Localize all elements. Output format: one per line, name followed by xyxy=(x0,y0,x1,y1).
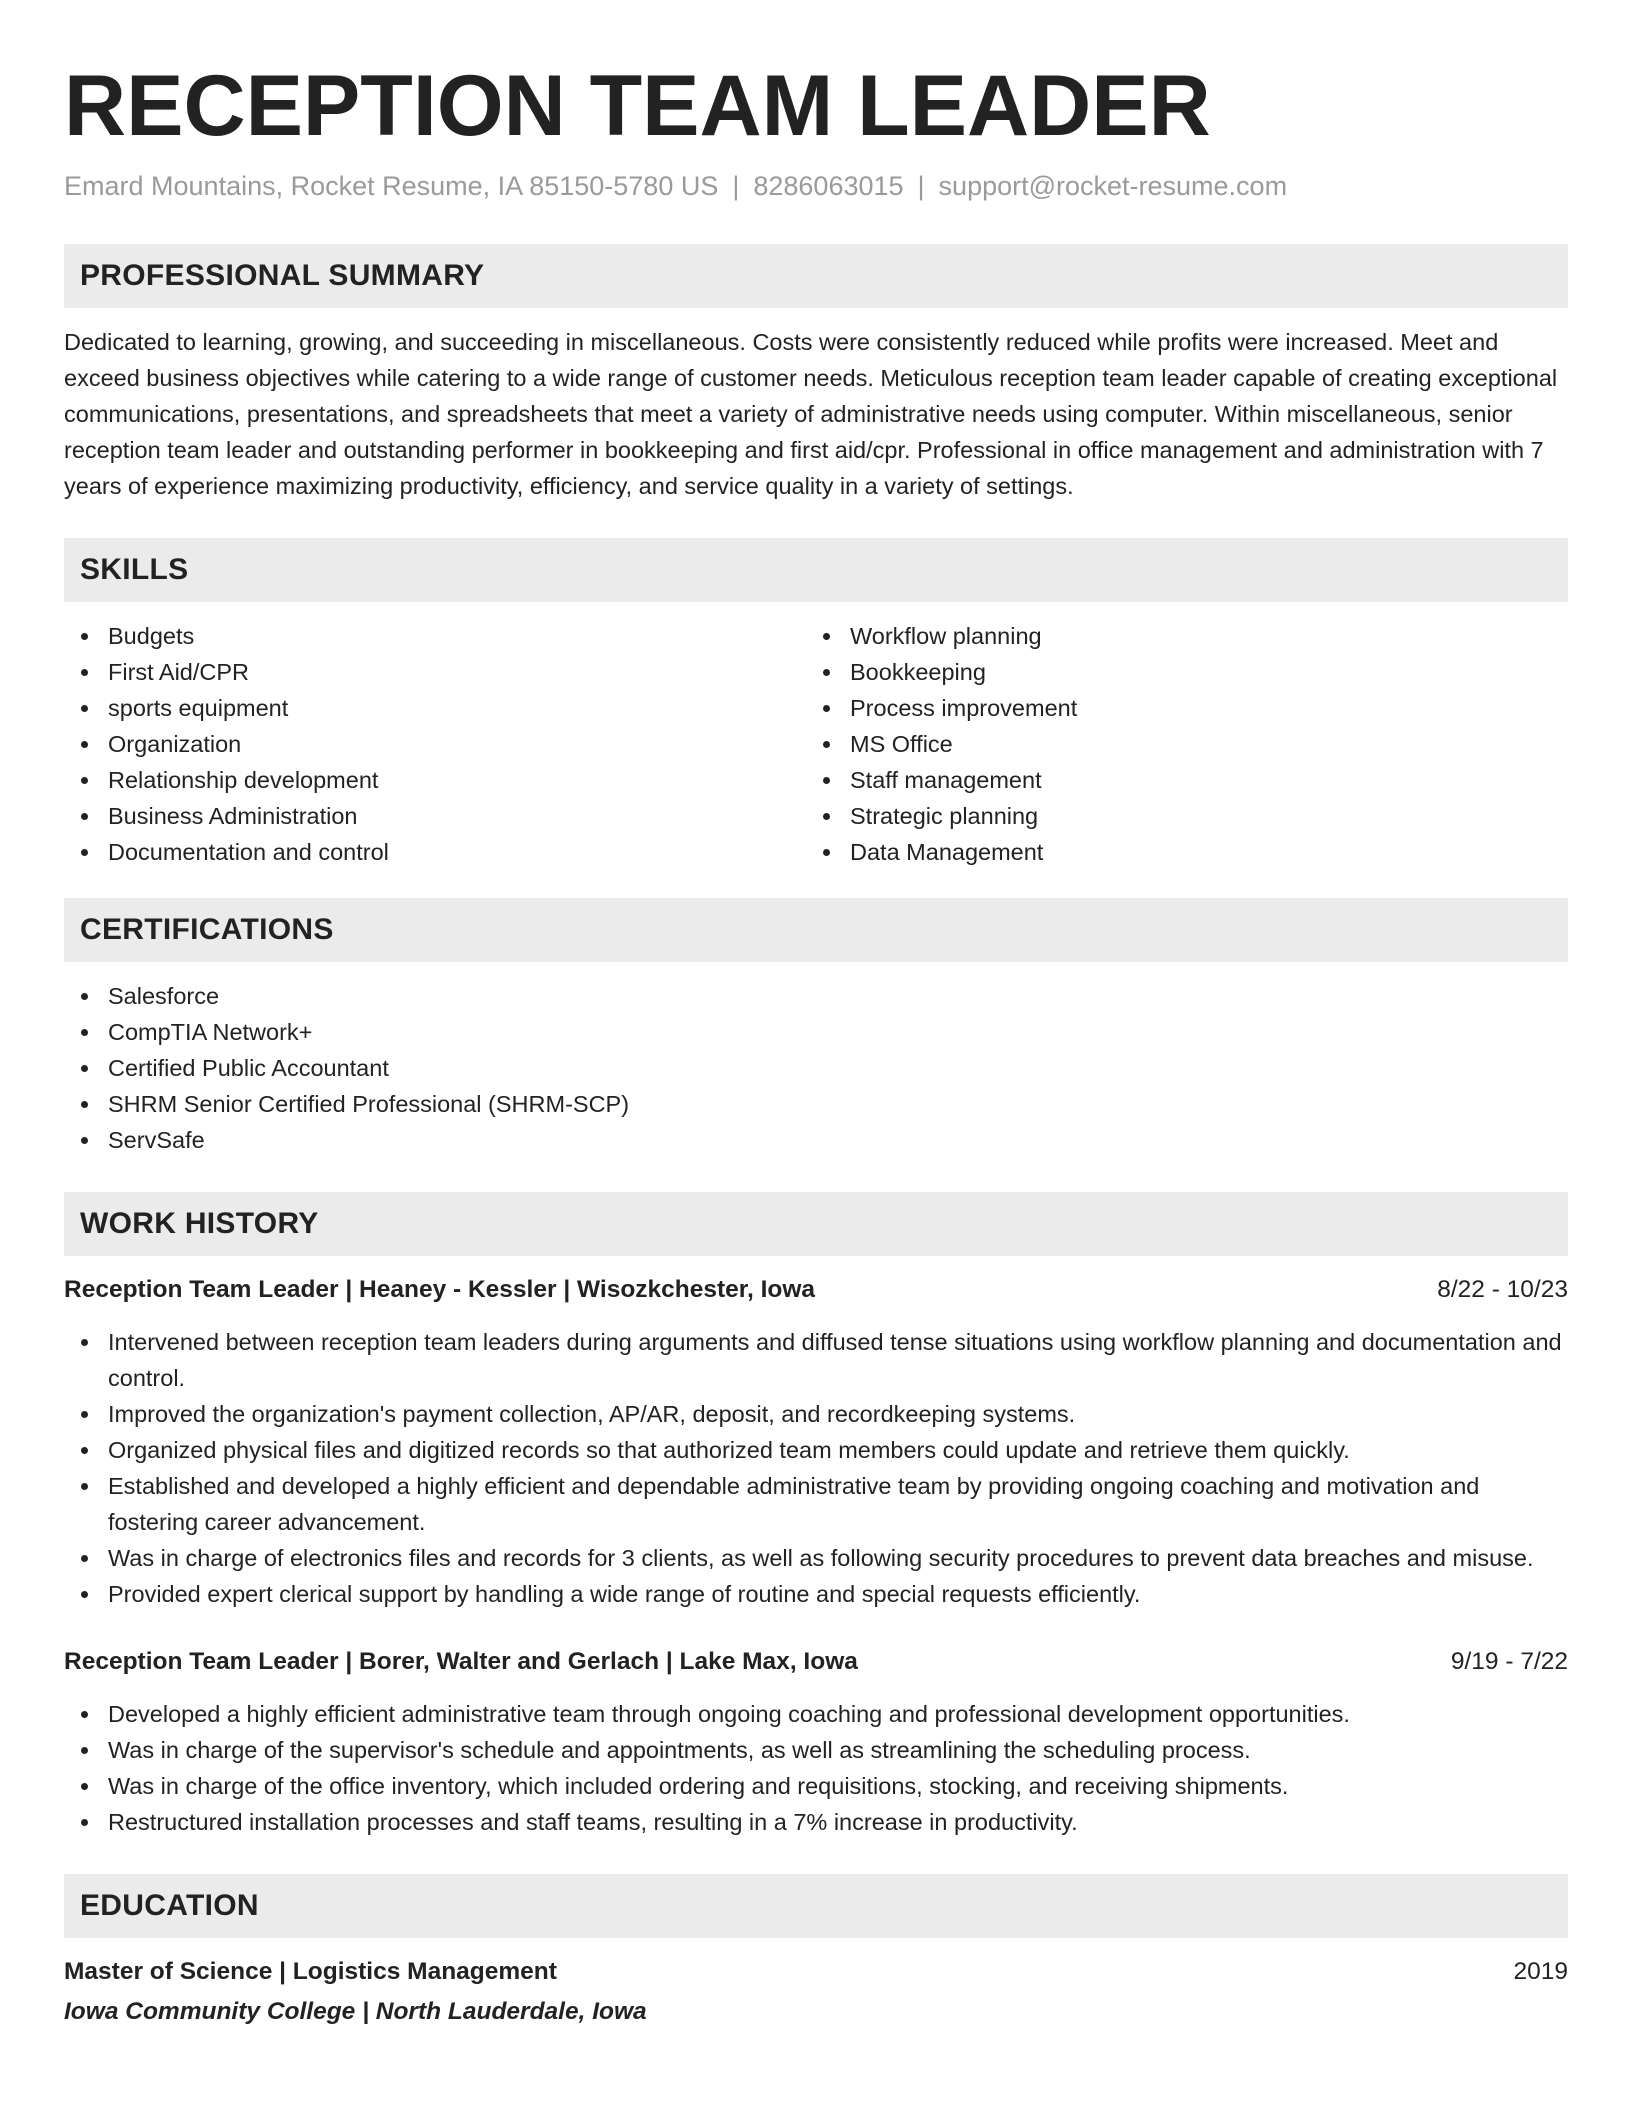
job-bullets xyxy=(64,1324,1568,1612)
job-bullet: Improved the organization's payment collection, AP/AR, deposit, and recordkeeping systems. xyxy=(64,1396,1568,1432)
job-bullet: Established and developed a highly efficient and dependable administrative team by providing ongoing coaching and motivation and fostering career advancement. xyxy=(64,1468,1568,1540)
skills-list-right xyxy=(806,618,1548,870)
education-entry xyxy=(64,1954,1568,2030)
certification-item: CompTIA Network+ xyxy=(64,1014,1568,1050)
skill-item: Business Administration xyxy=(64,798,806,834)
job-bullet: Provided expert clerical support by handling a wide range of routine and special requests efficiently. xyxy=(64,1576,1568,1612)
resume-page xyxy=(64,0,1568,2030)
contact-line xyxy=(64,168,1568,204)
certifications-list xyxy=(64,978,1568,1158)
skill-item: Process improvement xyxy=(806,690,1548,726)
job-bullet: Developed a highly efficient administrative team through ongoing coaching and professional development opportunities. xyxy=(64,1696,1568,1732)
certification-item: ServSafe xyxy=(64,1122,1568,1158)
section-header-skills: SKILLS xyxy=(64,538,1568,602)
skill-item: sports equipment xyxy=(64,690,806,726)
job-title: Reception Team Leader | Heaney - Kessler | Wisozkchester, Iowa xyxy=(64,1276,816,1303)
skill-item: MS Office xyxy=(806,726,1548,762)
job-bullets xyxy=(64,1696,1568,1840)
skill-item: Staff management xyxy=(806,762,1548,798)
skills-grid xyxy=(64,618,1568,870)
skill-item: Workflow planning xyxy=(806,618,1548,654)
job-bullet: Intervened between reception team leaders during arguments and diffused tense situations using workflow planning and documentation and control. xyxy=(64,1324,1568,1396)
job-entry xyxy=(64,1272,1568,1612)
summary-text: Dedicated to learning, growing, and succeeding in miscellaneous. Costs were consistently reduced while profits were increased. Meet and exceed business objectives while catering to a wide range of customer needs. Meticulous reception team leader capable of creating exceptional communications, presentations, and spreadsheets that meet a variety of administrative needs using computer. Within miscellaneous, senior reception team leader and outstanding performer in bookkeeping and first aid/cpr. Professional in office management and administration with 7 years of experience maximizing productivity, efficiency, and service quality in a variety of settings. xyxy=(64,329,1558,499)
education-school: Iowa Community College | North Lauderdale, Iowa xyxy=(64,1998,647,2025)
job-bullet: Restructured installation processes and staff teams, resulting in a 7% increase in productivity. xyxy=(64,1804,1568,1840)
certification-item: Salesforce xyxy=(64,978,1568,1014)
skill-item: First Aid/CPR xyxy=(64,654,806,690)
education-year: 2019 xyxy=(1513,1958,1568,1985)
education-header xyxy=(64,1954,1568,1990)
certification-item: SHRM Senior Certified Professional (SHRM-SCP) xyxy=(64,1086,1568,1122)
job-title: Reception Team Leader | Borer, Walter and Gerlach | Lake Max, Iowa xyxy=(64,1648,858,1675)
job-bullet: Was in charge of the office inventory, which included ordering and requisitions, stocking, and receiving shipments. xyxy=(64,1768,1568,1804)
job-entry xyxy=(64,1644,1568,1840)
contact-separator: | xyxy=(917,171,925,201)
skill-item: Documentation and control xyxy=(64,834,806,870)
skill-item: Relationship development xyxy=(64,762,806,798)
skill-item: Strategic planning xyxy=(806,798,1548,834)
candidate-name: RECEPTION TEAM LEADER xyxy=(64,58,1211,154)
job-bullet: Was in charge of the supervisor's schedule and appointments, as well as streamlining the scheduling process. xyxy=(64,1732,1568,1768)
job-dates: 9/19 - 7/22 xyxy=(1450,1648,1568,1675)
section-header-certifications: CERTIFICATIONS xyxy=(64,898,1568,962)
skill-item: Data Management xyxy=(806,834,1548,870)
contact-email: support@rocket-resume.com xyxy=(938,171,1288,201)
job-header xyxy=(64,1272,1568,1308)
skill-item: Organization xyxy=(64,726,806,762)
contact-address: Emard Mountains, Rocket Resume, IA 85150-5780 US xyxy=(64,171,719,201)
contact-separator: | xyxy=(732,171,740,201)
section-header-education: EDUCATION xyxy=(64,1874,1568,1938)
skills-list-left xyxy=(64,618,806,870)
job-header xyxy=(64,1644,1568,1680)
job-bullet: Organized physical files and digitized records so that authorized team members could update and retrieve them quickly. xyxy=(64,1432,1568,1468)
education-degree: Master of Science | Logistics Management xyxy=(64,1958,557,1985)
skill-item: Budgets xyxy=(64,618,806,654)
section-header-summary: PROFESSIONAL SUMMARY xyxy=(64,244,1568,308)
skill-item: Bookkeeping xyxy=(806,654,1548,690)
certification-item: Certified Public Accountant xyxy=(64,1050,1568,1086)
job-dates: 8/22 - 10/23 xyxy=(1437,1276,1568,1303)
section-header-work-history: WORK HISTORY xyxy=(64,1192,1568,1256)
contact-phone: 8286063015 xyxy=(753,171,904,201)
job-bullet: Was in charge of electronics files and records for 3 clients, as well as following security procedures to prevent data breaches and misuse. xyxy=(64,1540,1568,1576)
